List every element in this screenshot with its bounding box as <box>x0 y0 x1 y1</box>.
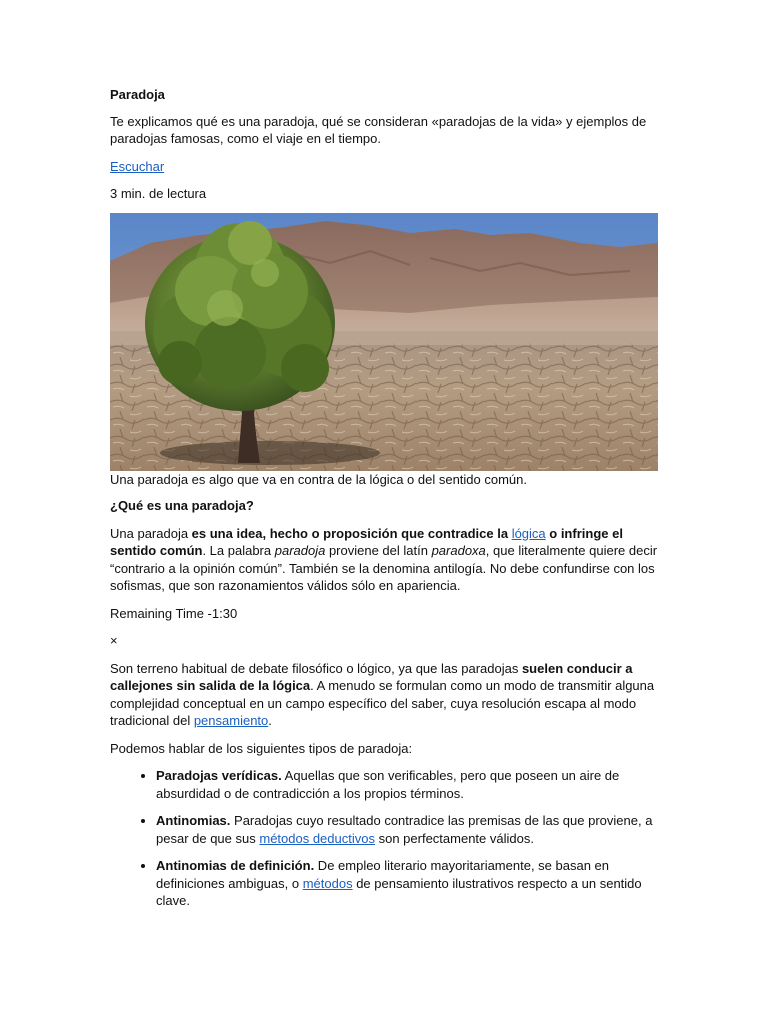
remaining-time: Remaining Time -1:30 <box>110 605 238 621</box>
list-item: • Antinomias. Paradojas cuyo resultado contradice las premisas de las que proviene, a pesar de que sus métodos deductivos son perfectamente válidos. <box>156 812 660 847</box>
list-item: • Paradojas verídicas. Aquellas que son verificables, pero que poseen un aire de absurdidad o de contradicción a los propios términos. <box>156 767 660 802</box>
list-item: • Antinomias de definición. De empleo literario mayoritariamente, se basan en definiciones ambiguas, o métodos de pensamiento ilustrativos respecto a un sentido clave. <box>156 857 660 910</box>
types-intro: Podemos hablar de los siguientes tipos de paradoja: <box>110 740 413 756</box>
close-icon[interactable]: × <box>110 633 118 648</box>
read-time: 3 min. de lectura <box>110 186 207 201</box>
types-list <box>110 767 660 910</box>
link-logica[interactable]: lógica <box>511 525 546 541</box>
article-title: Paradoja <box>110 87 165 102</box>
link-metodos[interactable]: métodos <box>302 875 353 891</box>
article-image <box>110 213 658 471</box>
paragraph-definition: Una paradoja es una idea, hecho o proposición que contradice la lógica o infringe el sentido común. La palabra paradoja proviene del latín paradoxa, que literalmente quiere decir “contrario a la opinión común”. También se la denomina antilogía. No debe confundirse con los sofismas, que son razonamientos válidos sólo en apariencia. <box>110 525 658 593</box>
link-pensamiento[interactable]: pensamiento <box>193 713 269 728</box>
article-intro: Te explicamos qué es una paradoja, qué se consideran «paradojas de la vida» y ejemplos de paradojas famosas, como el viaje en el tiempo. <box>110 113 647 146</box>
paragraph-debate: Son terreno habitual de debate filosófico o lógico, ya que las paradojas suelen conducir a callejones sin salida de la lógica. A menudo se formulan como un modo de transmitir alguna complejidad conceptual en un campo específico del saber, cuya resolución escapa al modo tradicional del pensamiento. <box>110 660 655 728</box>
link-metodos-deductivos[interactable]: métodos deductivos <box>259 830 375 846</box>
article <box>110 86 660 920</box>
image-caption: Una paradoja es algo que va en contra de la lógica o del sentido común. <box>110 471 528 487</box>
listen-link[interactable]: Escuchar <box>110 158 165 174</box>
section-heading: ¿Qué es una paradoja? <box>110 498 254 513</box>
